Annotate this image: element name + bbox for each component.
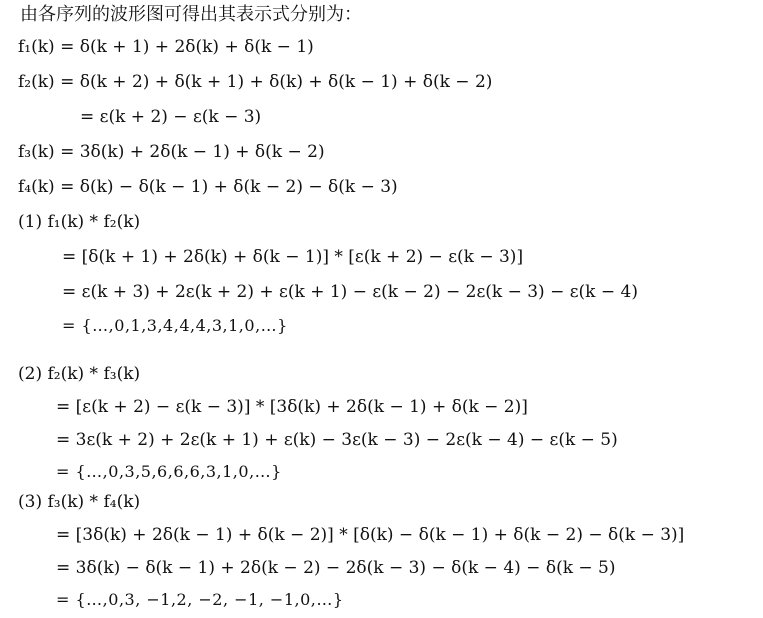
f1-definition: f₁(k) = δ(k + 1) + 2δ(k) + δ(k − 1) [18, 37, 314, 57]
intro-text: 由各序列的波形图可得出其表示式分别为： [20, 4, 362, 25]
part1-step1: = [δ(k + 1) + 2δ(k) + δ(k − 1)] * [ε(k + 2) − ε(k − 3)] [62, 247, 524, 267]
f2-definition: f₂(k) = δ(k + 2) + δ(k + 1) + δ(k) + δ(k − 1) + δ(k − 2) [18, 72, 493, 92]
f3-definition: f₃(k) = 3δ(k) + 2δ(k − 1) + δ(k − 2) [18, 142, 325, 162]
part1-heading: (1) f₁(k) * f₂(k) [18, 212, 141, 232]
part2-result: = {…,0,3,5,6,6,6,3,1,0,…} [56, 462, 282, 481]
part2-step2: = 3ε(k + 2) + 2ε(k + 1) + ε(k) − 3ε(k − 3) − 2ε(k − 4) − ε(k − 5) [56, 430, 618, 450]
part3-step2: = 3δ(k) − δ(k − 1) + 2δ(k − 2) − 2δ(k − 3) − δ(k − 4) − δ(k − 5) [56, 558, 616, 578]
part3-step1: = [3δ(k) + 2δ(k − 1) + δ(k − 2)] * [δ(k) − δ(k − 1) + δ(k − 2) − δ(k − 3)] [56, 525, 685, 545]
f4-definition: f₄(k) = δ(k) − δ(k − 1) + δ(k − 2) − δ(k − 3) [18, 177, 398, 197]
part3-heading: (3) f₃(k) * f₄(k) [18, 492, 141, 512]
part1-result: = {…,0,1,3,4,4,4,3,1,0,…} [62, 316, 288, 335]
f2-step-form: = ε(k + 2) − ε(k − 3) [80, 107, 262, 127]
part3-result: = {…,0,3, −1,2, −2, −1, −1,0,…} [56, 590, 344, 609]
part2-heading: (2) f₂(k) * f₃(k) [18, 364, 141, 384]
part1-step2: = ε(k + 3) + 2ε(k + 2) + ε(k + 1) − ε(k − 2) − 2ε(k − 3) − ε(k − 4) [62, 282, 638, 302]
part2-step1: = [ε(k + 2) − ε(k − 3)] * [3δ(k) + 2δ(k − 1) + δ(k − 2)] [56, 397, 528, 417]
